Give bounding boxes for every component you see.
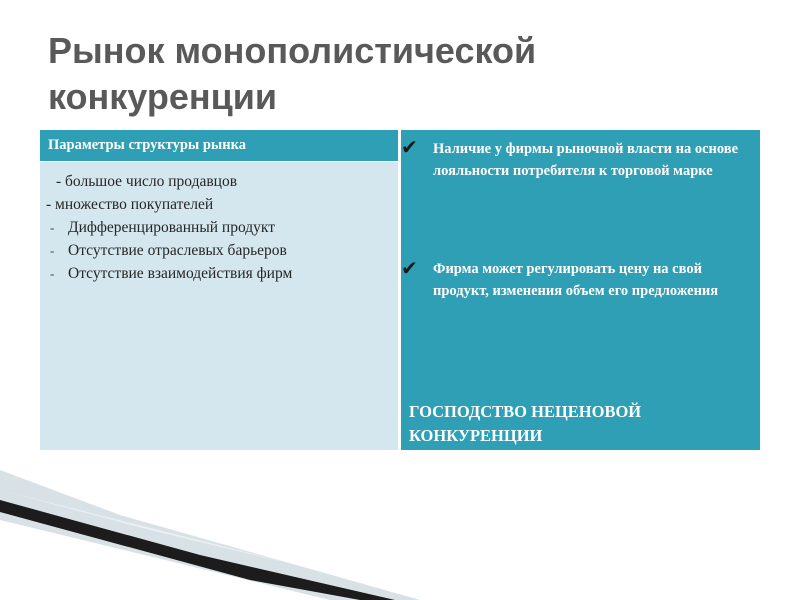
right-item-market-power: Наличие у фирмы рыночной власти на основе лояльности потребителя к торговой марке <box>433 141 739 179</box>
bullet-item-no-interaction <box>44 262 398 285</box>
left-header: Параметры структуры рынка <box>40 130 398 161</box>
decorative-swoosh-dark <box>0 500 395 600</box>
left-body <box>40 161 398 450</box>
slide-title-line-2: конкуренции <box>48 76 277 117</box>
list-item-sellers: - большое число продавцов <box>56 173 238 190</box>
check-mark-icon: ✔ <box>401 135 418 159</box>
bullet-item-differentiated-product <box>44 216 398 239</box>
decorative-swoosh-light <box>0 470 420 600</box>
right-column <box>401 130 760 450</box>
left-column <box>40 130 398 450</box>
list-item-buyers: - множество покупателей <box>46 196 214 213</box>
check-mark-icon: ✔ <box>401 256 418 280</box>
decorative-swoosh-highlight <box>0 490 300 566</box>
bullet-dash-icon: - <box>50 266 55 281</box>
slide-title <box>48 28 688 120</box>
content-table <box>40 130 760 450</box>
bullet-item-label: Дифференцированный продукт <box>68 219 276 236</box>
right-item-price-regulation: Фирма может регулировать цену на свой продукт, изменения объем его предложения <box>433 261 719 299</box>
bullet-dash-icon: - <box>50 220 55 235</box>
bullet-item-label: Отсутствие взаимодействия фирм <box>68 265 293 282</box>
right-footer-conclusion: ГОСПОДСТВО НЕЦЕНОВОЙ КОНКУРЕНЦИИ <box>409 402 642 445</box>
bullet-item-no-barriers <box>44 239 398 262</box>
bullet-dash-icon: - <box>50 243 55 258</box>
slide-title-line-1: Рынок монополистической <box>48 30 537 71</box>
bullet-item-label: Отсутствие отраслевых барьеров <box>68 242 287 259</box>
